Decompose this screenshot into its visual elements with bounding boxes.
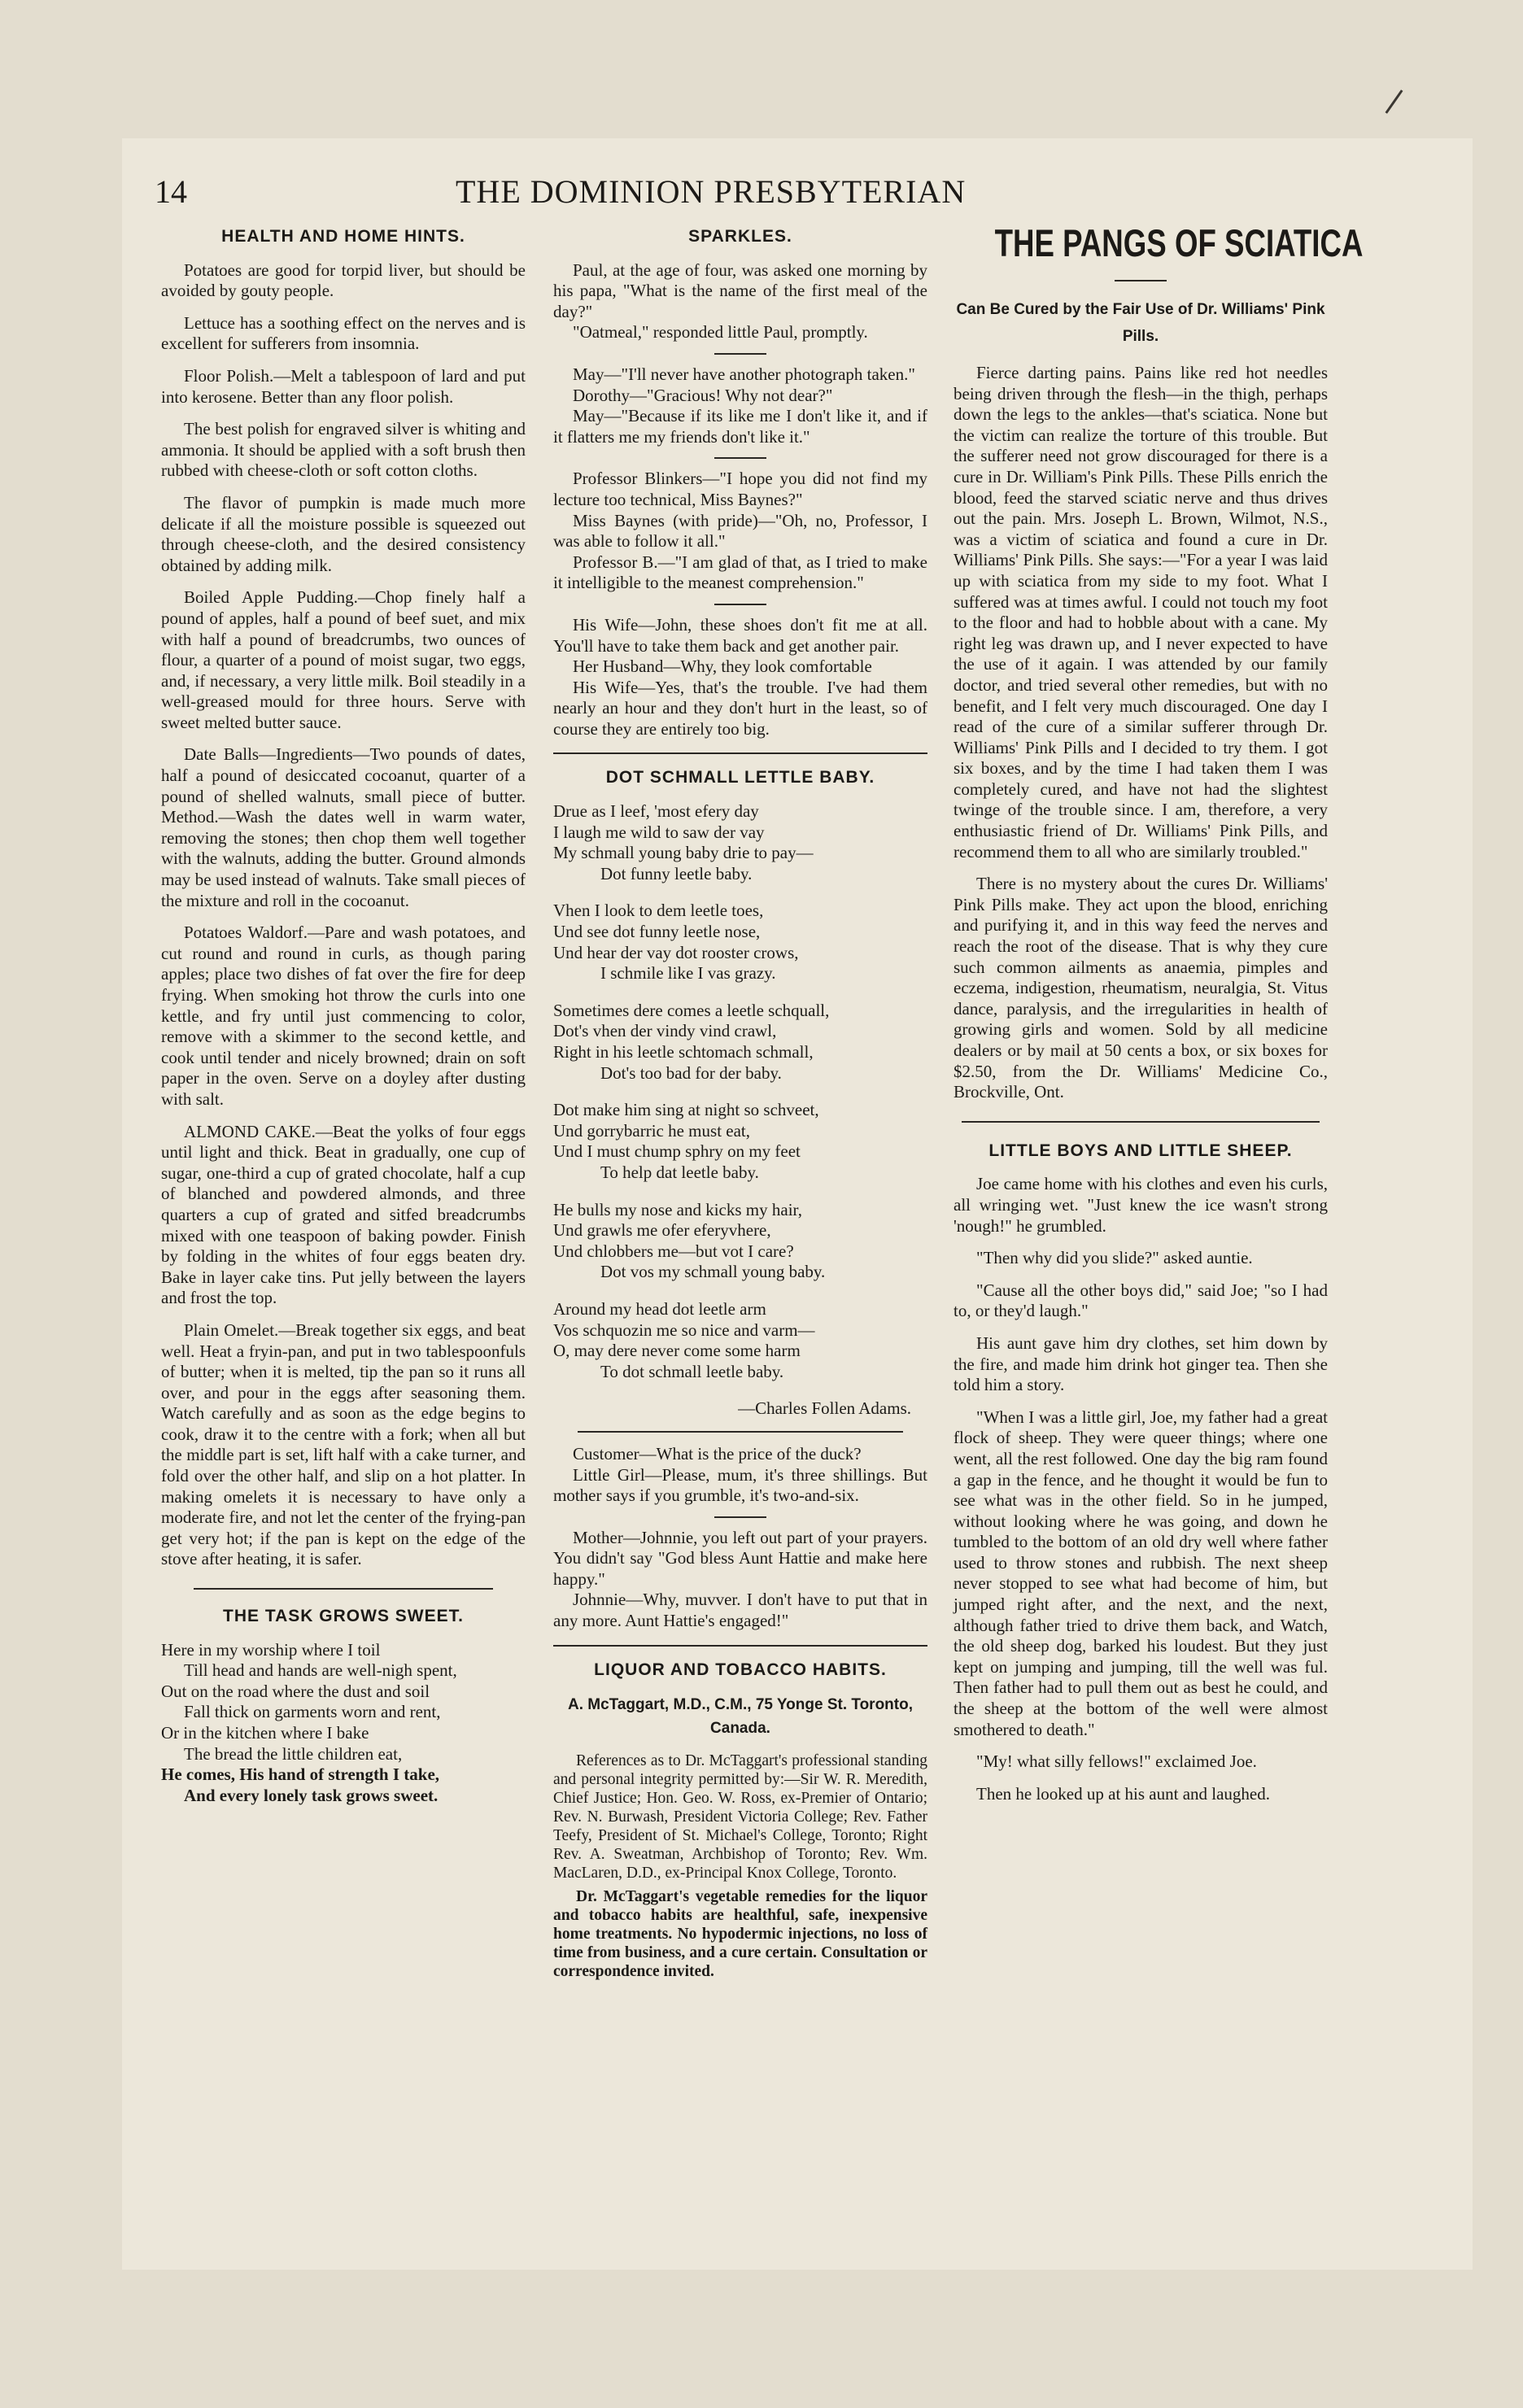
sciatica-paragraph: There is no mystery about the cures Dr. Williams' Pink Pills make. They act upon the blood, enriching and purifying it, and in this way feed the nerves and reach the root of the disease. That is why they cure such common ailments as anaemia, pimples and eczema, indigestion, rheumatism, neuralgia, St. Vitus dance, paralysis, and the irregularities in health of growing girls and women. Sold by all medicine dealers or by mail at 50 cents a box, or six boxes for $2.50, from the Dr. Williams' Medicine Co., Brockville, Ont. [954,874,1328,1102]
sparkle-line: Dorothy—"Gracious! Why not dear?" [573,385,833,405]
masthead-title: THE DOMINION PRESBYTERIAN [456,173,967,210]
poem-author: —Charles Follen Adams. [738,1398,911,1419]
poem-line: And every lonely task grows sweet. [184,1785,439,1805]
poem-line: O, may dere never come some harm [553,1341,801,1361]
jokes-body [553,1444,927,1632]
poem-line: To help dat leetle baby. [600,1162,759,1182]
poem-stanza [553,1100,927,1183]
poem-line: Dot's vhen der vindy vind crawl, [553,1021,777,1041]
poem-line: Here in my worship where I toil [161,1639,381,1660]
item-dash [714,353,766,355]
sheep-paragraph: Then he looked up at his aunt and laughed. [976,1783,1270,1804]
task-poem-heading: THE TASK GROWS SWEET. [223,1607,464,1626]
joke-line: Mother—Johnnie, you left out part of your prayers. You didn't say "God bless Aunt Hattie and make here happy." [553,1527,927,1589]
poem-line: Dot make him sing at night so schveet, [553,1100,819,1120]
section-rule [553,752,927,754]
sparkle-line: May—"I'll never have another photograph taken." [573,364,915,384]
liquor-paragraph: Dr. McTaggart's vegetable remedies for the liquor and tobacco habits are healthful, safe, inexpensive home treatments. No hypodermic injections, no loss of time from business, and a cure certain. Consultation or correspondence invited. [553,1888,927,1981]
poem-line: I schmile like I vas grazy. [600,963,776,984]
joke-item [553,1444,927,1507]
sparkle-item [553,615,927,740]
sheep-paragraph: "Cause all the other boys did," said Joe; "so I had to, or they'd laugh." [954,1280,1328,1321]
section-rule [194,1588,493,1590]
margin-mark [1386,89,1403,114]
item-dash [714,604,766,605]
sparkles-body [553,260,927,740]
health-paragraph: Boiled Apple Pudding.—Chop finely half a pound of apples, half a pound of beef suet, and mix with half a pound of breadcrumbs, two ounces of flour, a quarter of a pound of moist sugar, two eggs, and, if necessary, a very little milk. Boil steadily in a well-greased mould for three hours. Serve with sweet melted butter sauce. [161,587,526,732]
health-paragraph: Potatoes are good for torpid liver, but should be avoided by gouty people. [161,260,526,301]
item-dash [714,1516,766,1518]
sparkle-line: Her Husband—Why, they look comfortable [573,657,872,677]
poem-line: Und I must chump sphry on my feet [553,1141,801,1162]
section-rule [578,1431,903,1433]
poem-stanza [553,1200,927,1283]
sparkle-item [553,364,927,447]
sheep-paragraph: "My! what silly fellows!" exclaimed Joe. [976,1751,1257,1772]
liquor-paragraph: References as to Dr. McTaggart's professional standing and personal integrity permitted by:—Sir W. R. Meredith, Chief Justice; Hon. Geo. W. Ross, ex-Premier of Ontario; Rev. N. Burwash, President Victoria College; Rev. Father Teefy, President of St. Michael's College, Toronto; Right Rev. A. Sweatman, Archbishop of Toronto; Rev. Wm. MacLaren, D.D., ex-Principal Knox College, Toronto. [553,1752,927,1882]
sparkle-line: Paul, at the age of four, was asked one morning by his papa, "What is the name of the first meal of the day?" [553,260,927,321]
health-paragraph: Date Balls—Ingredients—Two pounds of dates, half a pound of desiccated cocoanut, quarter of a pound of shelled walnuts, small piece of butter. Method.—Wash the dates well in warm water, removing the stones; then chop them well together with the walnuts, adding the butter. Ground almonds may be used instead of walnuts. Take small pieces of the mixture and roll in the cocoanut. [161,744,526,910]
column-middle [553,221,927,1986]
baby-poem [553,801,927,1382]
health-paragraph: Lettuce has a soothing effect on the nerves and is excellent for sufferers from insomnia. [161,312,526,354]
poem-line: The bread the little children eat, [184,1743,403,1764]
item-dash [714,457,766,459]
page-number: 14 [155,173,187,210]
joke-item [553,1528,927,1632]
task-poem [161,1640,526,1807]
section-rule [553,1645,927,1647]
poem-line: Dot's too bad for der baby. [600,1062,782,1083]
sparkle-line: His Wife—John, these shoes don't fit me at all. You'll have to take them back and get another pair. [553,614,927,656]
section-rule [962,1121,1320,1123]
sparkle-line: May—"Because if its like me I don't like it, and if it flatters me my friends don't like it." [553,406,927,447]
health-hints-body [161,260,526,1570]
poem-stanza [553,1299,927,1382]
poem-line: I laugh me wild to saw der vay [553,822,765,842]
sparkle-item [553,260,927,343]
poem-line: Und hear der vay dot rooster crows, [553,942,799,962]
sheep-heading: LITTLE BOYS AND LITTLE SHEEP. [988,1141,1293,1160]
poem-line: Fall thick on garments worn and rent, [184,1702,441,1722]
sparkle-line: Professor B.—"I am glad of that, as I tried to make it intelligible to the meanest comprehension." [553,552,927,593]
poem-stanza [553,801,927,884]
sheep-paragraph: "When I was a little girl, Joe, my father had a great flock of sheep. They were queer things; where one went, all the rest followed. One day the big ram found a gap in the fence, and he thought it would be fun to see what was in the other field. So in he jumped, without looking where he was going, and down he tumbled to the bottom of an old dry well where father used to throw stones and rubbish. The next sheep never stopped to see what had become of him, but jumped right after, and the next, and the next, although father tried to drive them back, and Watch, the old sheep dog, barked his loudest. But they just kept on jumping and jumping, till the well was ful. Then father had to pull them out as best he could, and the sheep at the bottom of the well were almost smothered to death." [954,1407,1328,1739]
poem-line: Und gorrybarric he must eat, [553,1120,751,1141]
poem-line: He comes, His hand of strength I take, [161,1765,440,1785]
poem-line: Around my head dot leetle arm [553,1298,766,1319]
health-paragraph: The best polish for engraved silver is whiting and ammonia. It should be applied with a soft brush then rubbed with cheese-cloth or soft cotton cloths. [161,419,526,481]
poem-stanza [553,901,927,984]
poem-line: Vhen I look to dem leetle toes, [553,901,764,921]
poem-line: Drue as I leef, 'most efery day [553,801,759,822]
sparkle-line: Professor Blinkers—"I hope you did not find my lecture too technical, Miss Baynes?" [553,469,927,509]
health-heading: HEALTH AND HOME HINTS. [221,227,465,246]
poem-line: Dot vos my schmall young baby. [600,1262,826,1282]
sciatica-paragraph: Fierce darting pains. Pains like red hot needles being driven through the flesh—in the thigh, perhaps down the legs to the ankles—that's sciatica. None but the victim can realize the torture of this trouble. But the sufferer need not grow discouraged for there is a cure in Dr. William's Pink Pills. These Pills enrich the blood, feed the starved sciatic nerve and thus drives out the pain. Mrs. Joseph L. Brown, Wilmot, N.S., was a victim of sciatica and found a cure in Dr. Williams' Pink Pills. She says:—"For a year I was laid up with sciatica from my side to my foot. What I suffered was at times awful. I could not touch my foot to the floor and had to hobble about with a cane. My right leg was drawn up, and I never expected to have the use of it again. I was attended by our family doctor, and tried several other remedies, but with no benefit, and I felt very much discouraged. One day I read of the cure of a similar sufferer through Dr. Williams' Pink Pills and I decided to try them. I got six boxes, and by the time I had taken them I was completely cured, and have not had the slightest twinge of the trouble since. I am, therefore, a very enthusiastic friend of Dr. Williams' Pink Pills, and recommend them to all who are similarly troubled." [954,363,1328,862]
health-paragraph: Potatoes Waldorf.—Pare and wash potatoes, and cut round and round in curls, as though paring apples; place two dishes of fat over the fire for deep frying. When smoking hot throw the curls into one kettle, and fry until just commencing to color, remove with a skimmer to the second kettle, and cook until tender and nicely browned; drain on soft paper in the oven. Serve on a doyley after dusting with salt. [161,923,526,1109]
poem-line: Till head and hands are well-nigh spent, [184,1660,457,1681]
sparkle-item [553,469,927,594]
poem-line: Right in his leetle schtomach schmall, [553,1042,814,1062]
poem-line: Vos schquozin me so nice and varm— [553,1320,815,1340]
sciatica-heading: THE PANGS OF SCIATICA [994,221,1364,264]
sparkle-line: "Oatmeal," responded little Paul, promptly. [573,322,868,342]
poem-line: To dot schmall leetle baby. [600,1361,784,1381]
sheep-paragraph: Joe came home with his clothes and even his curls, all wringing wet. "Just knew the ice wasn't strong 'nough!" he grumbled. [954,1174,1328,1236]
poem-stanza [553,1001,927,1084]
poem-line: Und chlobbers me—but vot I care? [553,1241,794,1261]
sciatica-subheading: Can Be Cured by the Fair Use of Dr. Williams' Pink Pills. [956,301,1325,345]
sciatica-body [954,363,1328,1103]
baby-poem-heading: DOT SCHMALL LETTLE BABY. [605,768,875,787]
column-right [954,221,1364,1816]
sheep-paragraph: His aunt gave him dry clothes, set him down by the fire, and made him drink hot ginger tea. Then she told him a story. [954,1333,1328,1395]
joke-line: Customer—What is the price of the duck? [573,1443,862,1464]
sparkles-heading: SPARKLES. [688,227,792,246]
joke-line: Little Girl—Please, mum, it's three shillings. But mother says if you grumble, it's two-and-six. [553,1464,927,1506]
health-paragraph: ALMOND CAKE.—Beat the yolks of four eggs until light and thick. Beat in gradually, one cup of sugar, one-third a cup of grated chocolate, half a cup of blanched and powdered almonds, and three quarters a cup of grated and sitfed breadcrumbs mixed with one teaspoon of baking powder. Finish by folding in the whites of four eggs beaten dry. Bake in layer cake tins. Put jelly between the layers and frost the top. [161,1121,526,1308]
sparkle-line: His Wife—Yes, that's the trouble. I've had them nearly an hour and they don't hurt in the least, so of course they are entirely too big. [553,677,927,739]
liquor-body [553,1751,927,1981]
poem-line: My schmall young baby drie to pay— [553,843,814,863]
poem-line: Und see dot funny leetle nose, [553,922,761,942]
poem-line: He bulls my nose and kicks my hair, [553,1199,802,1219]
poem-line: Und grawls me ofer eferyvhere, [553,1220,771,1241]
poem-line: Or in the kitchen where I bake [161,1723,369,1743]
column-left [161,221,526,1822]
liquor-byline: A. McTaggart, M.D., C.M., 75 Yonge St. Toronto, Canada. [568,1696,913,1738]
poem-line: Dot funny leetle baby. [600,863,753,883]
poem-line: Sometimes dere comes a leetle schquall, [553,1000,830,1020]
sparkle-line: Miss Baynes (with pride)—"Oh, no, Professor, I was able to follow it all." [553,510,927,552]
health-paragraph: Floor Polish.—Melt a tablespoon of lard and put into kerosene. Better than any floor polish. [161,365,526,407]
joke-line: Johnnie—Why, muvver. I don't have to put that in any more. Aunt Hattie's engaged!" [553,1590,927,1631]
liquor-heading: LIQUOR AND TOBACCO HABITS. [594,1660,887,1679]
poem-line: Out on the road where the dust and soil [161,1681,430,1701]
sheep-story-body [954,1174,1328,1804]
health-paragraph: Plain Omelet.—Break together six eggs, and beat well. Heat a fryin-pan, and put in two tablespoonfuls of butter; when it is melted, tip the pan so it runs all over, and pour in the eggs after seasoning them. Watch carefully and as soon as the edge begins to cook, draw it to the centre with a fork; when all but the middle part is set, lift half with a cake turner, and fold over the other half, and slip on a hot platter. In making omelets it is necessary to have only a moderate fire, and not let the center of the frying-pan get very hot; if the pan is kept on the edge of the stove after heating, it is safer. [161,1320,526,1569]
health-paragraph: The flavor of pumpkin is made much more delicate if all the moisture possible is squeezed out through cheese-cloth, and the desired consistency obtained by adding milk. [161,492,526,575]
heading-dash [1115,280,1167,281]
sheep-paragraph: "Then why did you slide?" asked auntie. [976,1248,1253,1268]
